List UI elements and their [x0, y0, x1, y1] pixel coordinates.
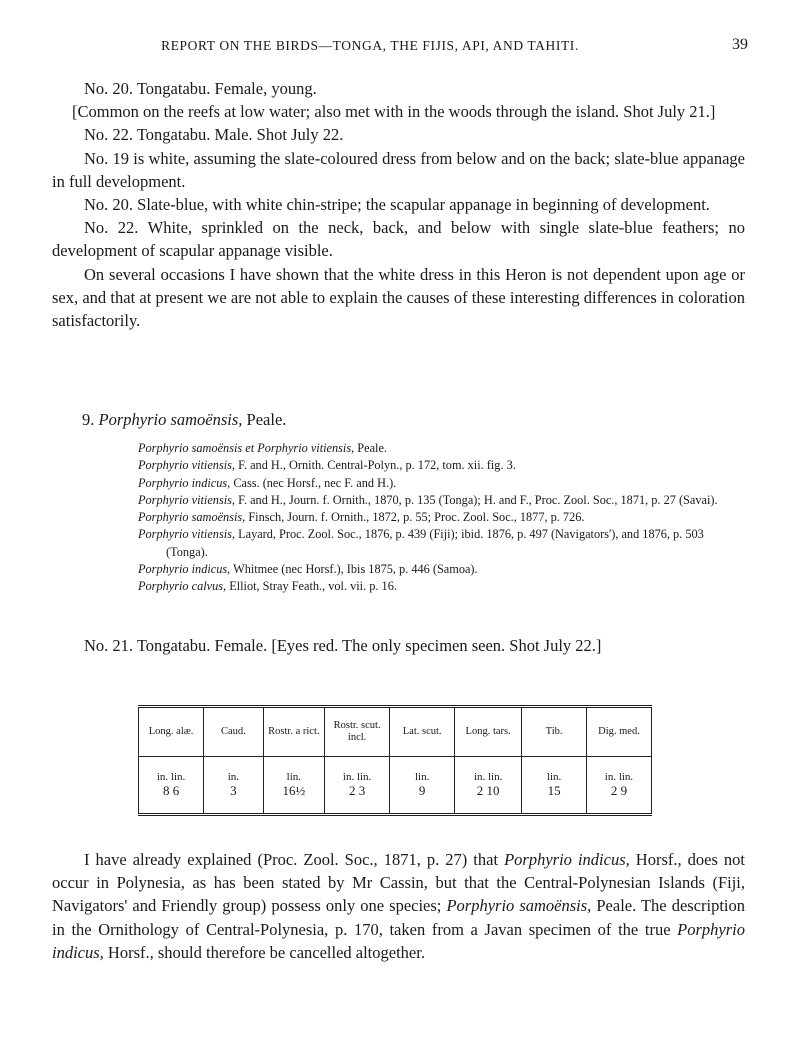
table-cell: 3 — [204, 783, 263, 815]
synonymy-entry — [138, 578, 748, 595]
note-paragraph: No. 22. Tongatabu. Male. Shot July 22. — [84, 125, 344, 145]
closing-species-italic: Porphyrio indicus, — [504, 850, 630, 869]
table-values-row — [139, 783, 652, 815]
synonym-name: Porphyrio vitiensis, — [138, 492, 236, 507]
species-heading — [82, 410, 286, 430]
synonymy-entry — [138, 457, 748, 474]
closing-remarks — [52, 848, 745, 964]
table-cell: 8 6 — [139, 783, 204, 815]
closing-text: Horsf., should therefore be cancelled altogether. — [103, 942, 425, 962]
running-head — [52, 38, 748, 58]
table-header-row — [139, 707, 652, 757]
closing-text: I have already explained (Proc. Zool. Soc., 1871, p. 27) that — [84, 850, 505, 869]
synonymy-entry — [138, 526, 748, 561]
table-cell: lin. — [263, 757, 324, 784]
synonym-reference: Cass. (nec Horsf., nec F. and H.). — [233, 475, 397, 490]
closing-text: Horsf., does not occur in Polynesia, as has been stated by Mr Cassin, but that the Central-Polynesian Islands (Fiji, Navigators' and Friendly group) possess only one species; — [52, 850, 746, 916]
table-header: Dig. med. — [586, 707, 651, 757]
table-header: Rostr. a rict. — [263, 707, 324, 757]
synonymy-entry — [138, 561, 748, 578]
table-cell: in. lin. — [325, 757, 390, 784]
note-paragraph: No. 20. Tongatabu. Female, young. — [84, 79, 317, 98]
synonymy-entry — [138, 509, 748, 526]
synonym-name: Porphyrio vitiensis, — [138, 527, 236, 542]
table-header: Tib. — [522, 707, 587, 757]
table-cell: in. lin. — [139, 757, 204, 784]
table-cell: lin. — [390, 757, 455, 784]
table-header: Long. tars. — [455, 707, 522, 757]
table-header: Caud. — [204, 707, 263, 757]
synonym-reference: F. and H., Journ. f. Ornith., 1870, p. 135 (Tonga); H. and F., Proc. Zool. Soc., 1871, p. 27 (Savai). — [238, 492, 718, 507]
synonymy-entry — [138, 440, 748, 457]
synonym-name: Porphyrio vitiensis, — [138, 458, 236, 473]
note-paragraph: No. 19 is white, assuming the slate-coloured dress from below and on the back; slate-blue appanage in full development. — [52, 148, 745, 191]
table-cell: 2 10 — [455, 783, 522, 815]
synonym-name: Porphyrio indicus, — [138, 475, 231, 490]
note-paragraph: No. 20. Slate-blue, with white chin-stripe; the scapular appanage in beginning of development. — [84, 195, 710, 215]
table-cell: 16½ — [263, 783, 324, 815]
synonym-reference: Whitmee (nec Horsf.), Ibis 1875, p. 446 (Samoa). — [233, 562, 478, 577]
synonym-name: Porphyrio calvus, — [138, 579, 227, 594]
table-cell: lin. — [522, 757, 587, 784]
table-cell: in. lin. — [455, 757, 522, 784]
table-cell: in. — [204, 757, 263, 784]
specimen-paragraph: No. 21. Tongatabu. Female. [Eyes red. The only specimen seen. Shot July 22.] — [84, 636, 602, 655]
table-cell: 15 — [522, 783, 587, 815]
closing-species-italic: Porphyrio indicus, — [52, 919, 745, 962]
table-cell: 9 — [390, 783, 455, 815]
note-paragraph: On several occasions I have shown that the white dress in this Heron is not dependent upon age or sex, and that at present we are not able to explain the causes of these interesting differences in coloration satisfactorily. — [52, 264, 745, 331]
synonym-reference: Peale. — [357, 441, 388, 455]
note-paragraph: No. 22. White, sprinkled on the neck, back, and below with single slate-blue feathers; no development of scapular appanage visible. — [52, 218, 745, 261]
species-name: Porphyrio samoënsis, — [98, 410, 243, 429]
synonym-reference: Layard, Proc. Zool. Soc., 1876, p. 439 (Fiji); ibid. 1876, p. 497 (Navigators'), and 1876, p. 503 (Tonga). — [166, 527, 704, 559]
table-header: Lat. scut. — [390, 707, 455, 757]
synonym-reference: F. and H., Ornith. Central-Polyn., p. 172, tom. xii. fig. 3. — [238, 458, 516, 473]
synonym-reference: Elliot, Stray Feath., vol. vii. p. 16. — [229, 579, 397, 594]
table-header: Long. alæ. — [139, 707, 204, 757]
page-number: 39 — [732, 36, 748, 53]
synonymy-entry — [138, 475, 748, 492]
specimen-note — [52, 634, 745, 657]
synonym-name: Porphyrio samoënsis et Porphyrio vitiensis, — [138, 441, 355, 455]
table-cell: 2 3 — [325, 783, 390, 815]
species-author: Peale. — [246, 410, 287, 429]
table-header: Rostr. scut. incl. — [325, 707, 390, 757]
synonymy-entry — [138, 492, 748, 509]
running-title: REPORT ON THE BIRDS—TONGA, THE FIJIS, API, AND TAHITI. — [161, 38, 579, 53]
heron-notes — [52, 77, 745, 332]
table-cell: in. lin. — [586, 757, 651, 784]
closing-text: Peale. The description in the Ornithology of Central-Polynesia, p. 170, taken from a Javan specimen of the true — [52, 896, 746, 939]
synonym-name: Porphyrio samoënsis, — [138, 510, 246, 525]
synonym-name: Porphyrio indicus, — [138, 562, 231, 577]
table-cell: 2 9 — [586, 783, 651, 815]
closing-species-italic: Porphyrio samoënsis, — [446, 896, 592, 916]
species-number: 9. — [82, 410, 95, 429]
table-units-row — [139, 757, 652, 784]
synonym-reference: Finsch, Journ. f. Ornith., 1872, p. 55; Proc. Zool. Soc., 1877, p. 726. — [248, 510, 585, 525]
note-paragraph: [Common on the reefs at low water; also met with in the woods through the island. Shot July 21.] — [72, 102, 716, 122]
closing-paragraph — [52, 848, 745, 964]
synonymy-list — [138, 440, 748, 596]
measurement-table — [138, 705, 652, 816]
